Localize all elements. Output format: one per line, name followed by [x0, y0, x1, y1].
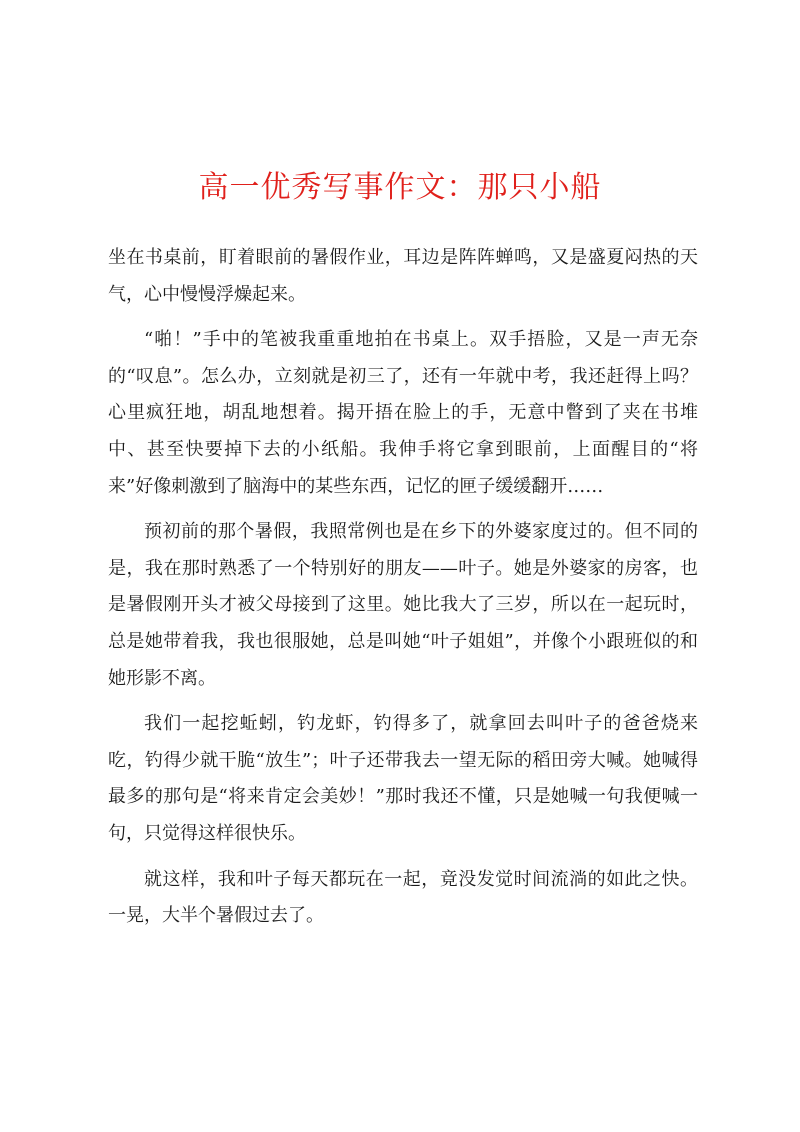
paragraph-3: 预初前的那个暑假，我照常例也是在乡下的外婆家度过的。但不同的是，我在那时熟悉了一个特别好的朋友——叶子。她是外婆家的房客，也是暑假刚开头才被父母接到了这里。她比我大了三岁，所以在一起玩时，总是她带着我，我也很服她，总是叫她“叶子姐姐”，并像个小跟班似的和她形影不离。: [108, 521, 698, 689]
paragraph-2: “啪！”手中的笔被我重重地拍在书桌上。双手捂脸，又是一声无奈的“叹息”。怎么办，立刻就是初三了，还有一年就中考，我还赶得上吗？心里疯狂地，胡乱地想着。揭开捂在脸上的手，无意中瞥到了夹在书堆中、甚至快要掉下去的小纸船。我伸手将它拿到眼前，上面醒目的“将来”好像刺激到了脑海中的某些东西，记忆的匣子缓缓翻开……: [108, 329, 698, 497]
essay-title: 高一优秀写事作文：那只小船: [198, 170, 602, 205]
paragraph-5: 就这样，我和叶子每天都玩在一起，竟没发觉时间流淌的如此之快。一晃，大半个暑假过去了。: [108, 868, 698, 927]
paragraph-1: 坐在书桌前，盯着眼前的暑假作业，耳边是阵阵蝉鸣，又是盛夏闷热的天气，心中慢慢浮燥起来。: [108, 247, 698, 305]
essay-body: [108, 240, 698, 944]
paragraph-4: 我们一起挖蚯蚓，钓龙虾，钓得多了，就拿回去叫叶子的爸爸烧来吃，钓得少就干脆“放生”；叶子还带我去一望无际的稻田旁大喊。她喊得最多的那句是“将来肯定会美妙！”那时我还不懂，只是她喊一句我便喊一句，只觉得这样很快乐。: [108, 713, 698, 844]
